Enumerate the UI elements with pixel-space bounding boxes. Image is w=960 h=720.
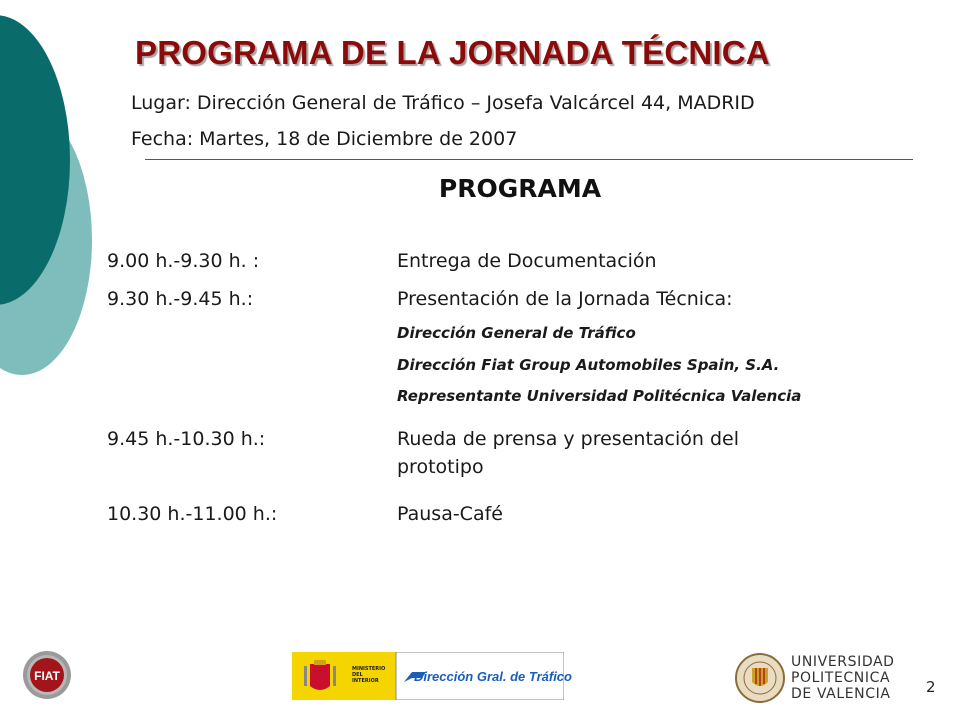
event-place: Lugar: Dirección General de Tráfico – Josefa Valcárcel 44, MADRID xyxy=(131,92,755,114)
page-title: PROGRAMA DE LA JORNADA TÉCNICA xyxy=(135,34,770,71)
upv-seal-icon xyxy=(735,652,785,704)
upv-text-line: POLITECNICA xyxy=(791,670,891,686)
page-number: 2 xyxy=(926,678,936,696)
dgt-label: Dirección Gral. de Tráfico xyxy=(414,669,572,684)
dgt-logo xyxy=(292,652,572,700)
presenter-item: Representante Universidad Politécnica Valencia xyxy=(397,387,802,405)
program-heading: PROGRAMA xyxy=(438,174,602,203)
upv-text-line: UNIVERSIDAD xyxy=(791,654,895,670)
program-desc: Pausa-Café xyxy=(397,503,503,525)
program-time: 10.30 h.-11.00 h.: xyxy=(107,503,278,525)
upv-logo xyxy=(735,652,895,704)
header-divider xyxy=(145,159,913,160)
presenter-item: Dirección Fiat Group Automobiles Spain, S.A. xyxy=(397,356,780,374)
fiat-logo-text: FIAT xyxy=(34,669,60,683)
program-time: 9.30 h.-9.45 h.: xyxy=(107,288,254,310)
event-date: Fecha: Martes, 18 de Diciembre de 2007 xyxy=(131,128,518,150)
program-desc-continuation: prototipo xyxy=(397,456,484,478)
program-desc: Rueda de prensa y presentación del xyxy=(397,428,739,450)
program-time: 9.00 h.-9.30 h. : xyxy=(107,250,260,272)
program-desc: Entrega de Documentación xyxy=(397,250,657,272)
upv-text-line: DE VALENCIA xyxy=(791,686,891,702)
ministry-label: MINISTERIO DEL INTERIOR xyxy=(352,666,386,684)
program-desc: Presentación de la Jornada Técnica: xyxy=(397,288,733,310)
presenter-item: Dirección General de Tráfico xyxy=(397,324,636,342)
program-time: 9.45 h.-10.30 h.: xyxy=(107,428,266,450)
fiat-logo xyxy=(22,650,72,700)
